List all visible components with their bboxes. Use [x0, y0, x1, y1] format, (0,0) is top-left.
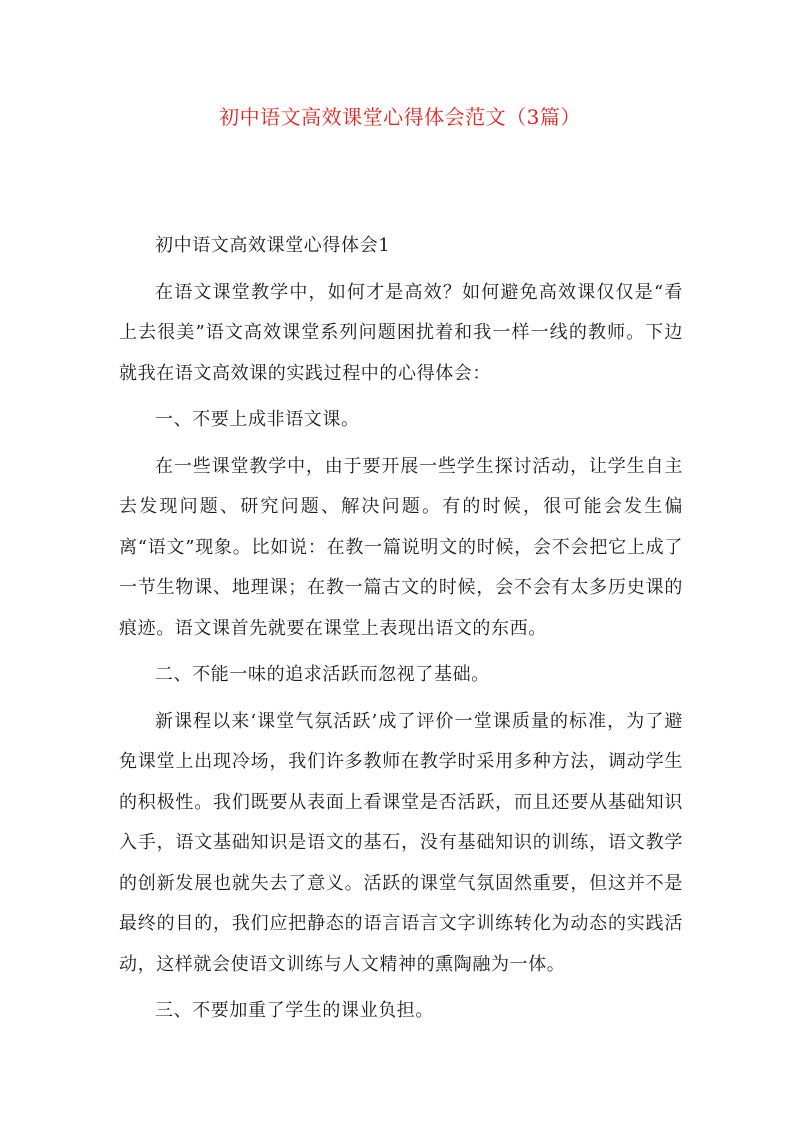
- paragraph: 新课程以来‘课堂气氛活跃’成了评价一堂课质量的标准，为了避免课堂上出现冷场，我们许多教师在教学时采用多种方法，调动学生的积极性。我们既要从表面上看课堂是否活跃，而且还要从基础知识入手，语文基础知识是语文的基石，没有基础知识的训练，语文教学的创新发展也就失去了意义。活跃的课堂气氛固然重要，但这并不是最终的目的，我们应把静态的语言语言文字训练转化为动态的实践活动，这样就会使语文训练与人文精神的熏陶融为一体。: [119, 710, 683, 975]
- paragraph: 在一些课堂教学中，由于要开展一些学生探讨活动，让学生自主去发现问题、研究问题、解决问题。有的时候，很可能会发生偏离“语文”现象。比如说：在教一篇说明文的时候，会不会把它上成了一节生物课、地理课；在教一篇古文的时候，会不会有太多历史课的痕迹。语文课首先就要在课堂上表现出语文的东西。: [119, 455, 683, 639]
- paragraph: 在语文课堂教学中，如何才是高效？如何避免高效课仅仅是“看上去很美”语文高效课堂系列问题困扰着和我一样一线的教师。下边就我在语文高效课的实践过程中的心得体会：: [119, 281, 683, 384]
- section-heading: 三、不要加重了学生的课业负担。: [155, 1000, 434, 1021]
- section-heading: 一、不要上成非语文课。: [155, 409, 360, 430]
- section-heading: 二、不能一味的追求活跃而忽视了基础。: [155, 664, 490, 685]
- section-heading: 初中语文高效课堂心得体会1: [155, 235, 391, 256]
- document-body: [119, 226, 683, 1038]
- document-title: 初中语文高效课堂心得体会范文（3篇）: [219, 105, 581, 129]
